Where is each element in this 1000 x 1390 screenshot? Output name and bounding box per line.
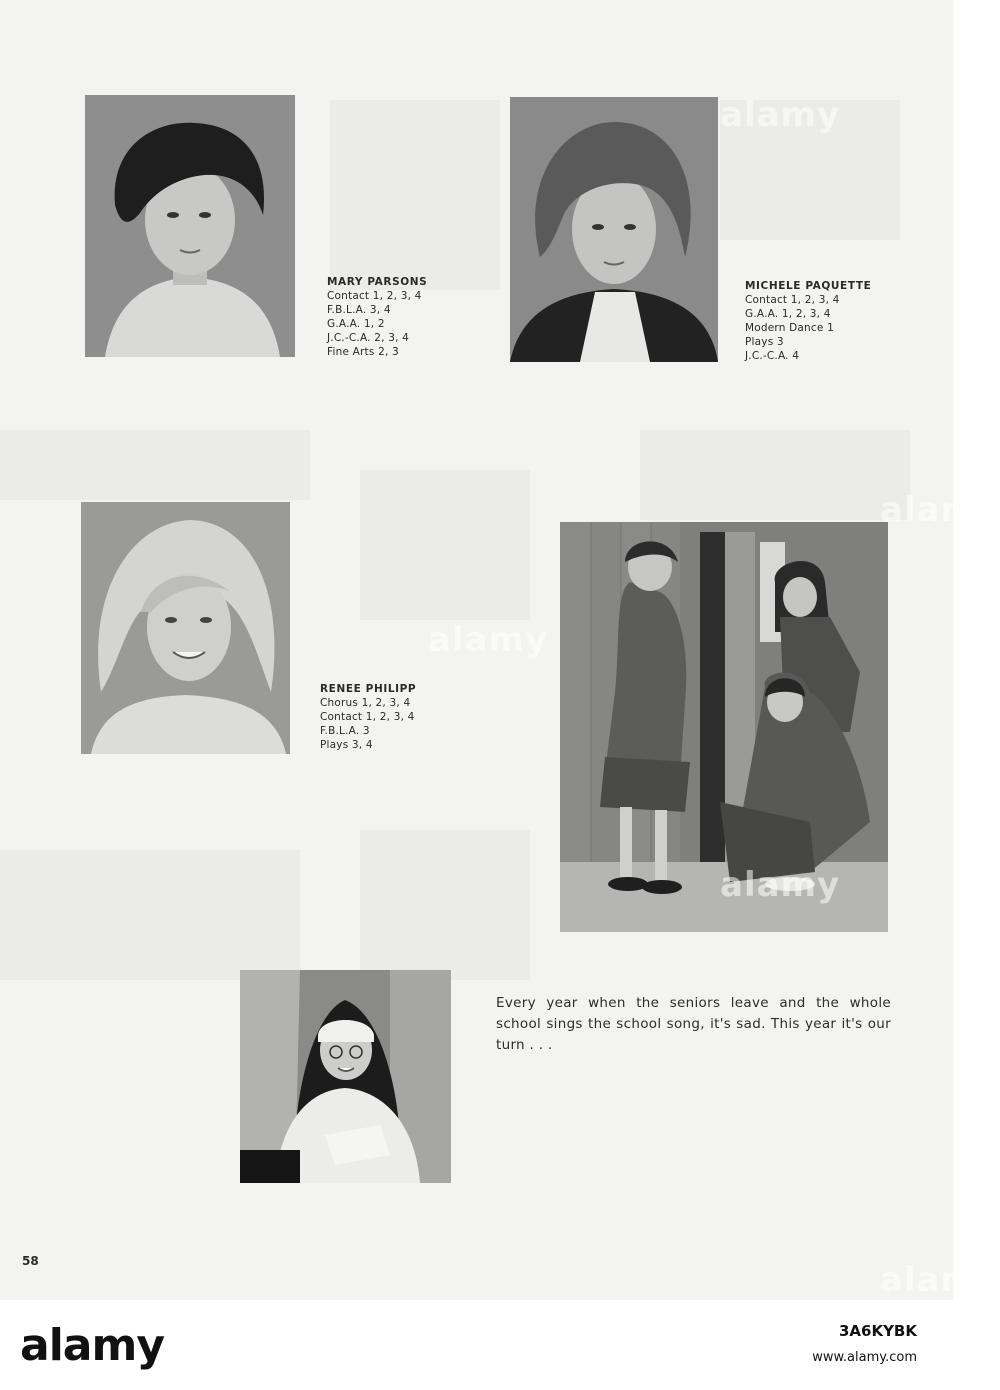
image-id: 3A6KYBK [838,1322,917,1340]
portrait-caption-michele-paquette [745,279,871,363]
bleed-through-shape [330,100,500,290]
activity-line: Contact 1, 2, 3, 4 [327,290,422,302]
portrait-photo-renee-philipp [81,502,290,754]
student-name: RENEE PHILIPP [320,683,417,695]
activity-line: Plays 3, 4 [320,739,373,751]
bleed-through-shape [0,850,300,980]
activity-line: F.B.L.A. 3, 4 [327,304,391,316]
activity-line: G.A.A. 1, 2 [327,318,385,330]
activity-line: Plays 3 [745,336,784,348]
activity-line: J.C.-C.A. 2, 3, 4 [327,332,410,344]
activity-line: G.A.A. 1, 2, 3, 4 [745,308,831,320]
portrait-caption-renee-philipp [320,682,416,752]
activity-line: Contact 1, 2, 3, 4 [320,711,415,723]
student-name: MARY PARSONS [327,276,428,288]
bleed-through-shape [360,830,530,980]
activity-line: Contact 1, 2, 3, 4 [745,294,840,306]
watermark: alamy [880,490,1000,530]
watermark: alamy [428,620,549,660]
watermark: alamy [880,1260,1000,1300]
activity-line: F.B.L.A. 3 [320,725,370,737]
closing-paragraph: Every year when the seniors leave and the whole school sings the school song, it's sad. This year it's our turn . . . [496,995,891,1053]
teacher-photo [240,970,451,1183]
stock-footer [0,1300,953,1390]
activity-line: Fine Arts 2, 3 [327,346,399,358]
page-number: 58 [22,1254,39,1268]
watermark: alamy [720,865,841,905]
bleed-through-shape [0,430,310,500]
activity-line: Chorus 1, 2, 3, 4 [320,697,411,709]
site-url: www.alamy.com [812,1350,917,1365]
watermark: alamy [720,95,841,135]
student-name: MICHELE PAQUETTE [745,280,872,292]
alamy-logo: alamy [20,1320,164,1371]
portrait-photo-mary-parsons [85,95,295,357]
portrait-photo-michele-paquette [510,97,718,362]
activity-line: J.C.-C.A. 4 [745,350,800,362]
activity-line: Modern Dance 1 [745,322,834,334]
bleed-through-shape [360,470,530,620]
bleed-through-shape [640,430,910,520]
portrait-caption-mary-parsons [327,275,427,359]
